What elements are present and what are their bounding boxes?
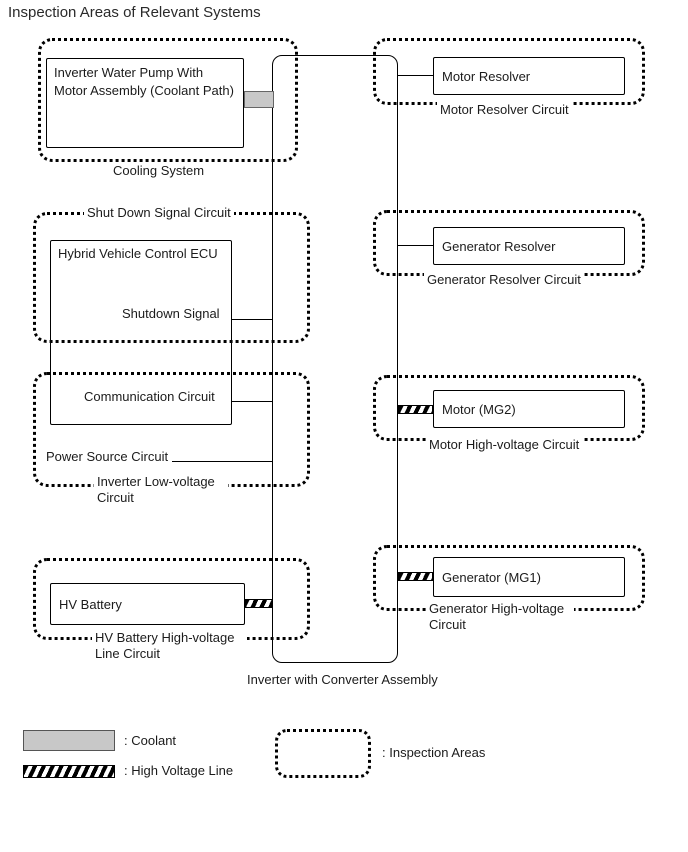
power-source-circuit-text: Power Source Circuit [46, 449, 169, 464]
inspection-areas-swatch [275, 729, 371, 778]
generator-resolver-box [433, 227, 625, 265]
motor-high-voltage-connector [398, 405, 433, 414]
motor-resolver-box [433, 57, 625, 95]
motor-resolver-wire [398, 75, 433, 76]
shutdown-signal-circuit-label: Shut Down Signal Circuit [84, 205, 234, 221]
motor-mg2-box [433, 390, 625, 428]
generator-high-voltage-circuit-label: Generator High-voltage Circuit [426, 601, 574, 634]
hv-battery-box [50, 583, 245, 625]
hv-battery-box-label: HV Battery [59, 596, 122, 612]
motor-mg2-box-label: Motor (MG2) [442, 401, 516, 417]
hv-battery-high-voltage-connector [244, 599, 273, 608]
generator-mg1-box-label: Generator (MG1) [442, 569, 541, 585]
communication-circuit-text: Communication Circuit [84, 389, 215, 404]
communication-circuit-wire [231, 401, 272, 402]
coolant-swatch [23, 730, 115, 751]
motor-resolver-circuit-label: Motor Resolver Circuit [437, 102, 572, 118]
page-title: Inspection Areas of Relevant Systems [8, 4, 261, 21]
water-pump-box [46, 58, 244, 148]
motor-high-voltage-circuit-label: Motor High-voltage Circuit [426, 437, 582, 453]
inverter-box [272, 55, 398, 663]
cooling-system-label: Cooling System [110, 163, 207, 179]
hv-battery-circuit-label: HV Battery High-voltage Line Circuit [92, 630, 247, 663]
legend-high-voltage-label: : High Voltage Line [124, 763, 234, 778]
generator-resolver-box-label: Generator Resolver [442, 238, 556, 254]
motor-resolver-box-label: Motor Resolver [442, 68, 531, 84]
inverter-low-voltage-label: Inverter Low-voltage Circuit [94, 474, 228, 507]
legend-coolant-label: : Coolant [124, 733, 177, 748]
power-source-circuit-wire [172, 461, 272, 462]
coolant-connector [244, 91, 274, 108]
shutdown-signal-wire [231, 319, 272, 320]
shutdown-signal-text: Shutdown Signal [122, 306, 220, 321]
generator-resolver-wire [398, 245, 433, 246]
high-voltage-line-swatch [23, 765, 115, 778]
generator-high-voltage-connector [398, 572, 433, 581]
hybrid-ecu-title: Hybrid Vehicle Control ECU [58, 246, 218, 261]
generator-resolver-circuit-label: Generator Resolver Circuit [424, 272, 584, 288]
legend-inspection-areas-label: : Inspection Areas [382, 745, 486, 760]
inverter-label: Inverter with Converter Assembly [247, 672, 438, 687]
water-pump-box-label: Inverter Water Pump With Motor Assembly (Coolant Path) [54, 65, 234, 98]
generator-mg1-box [433, 557, 625, 597]
